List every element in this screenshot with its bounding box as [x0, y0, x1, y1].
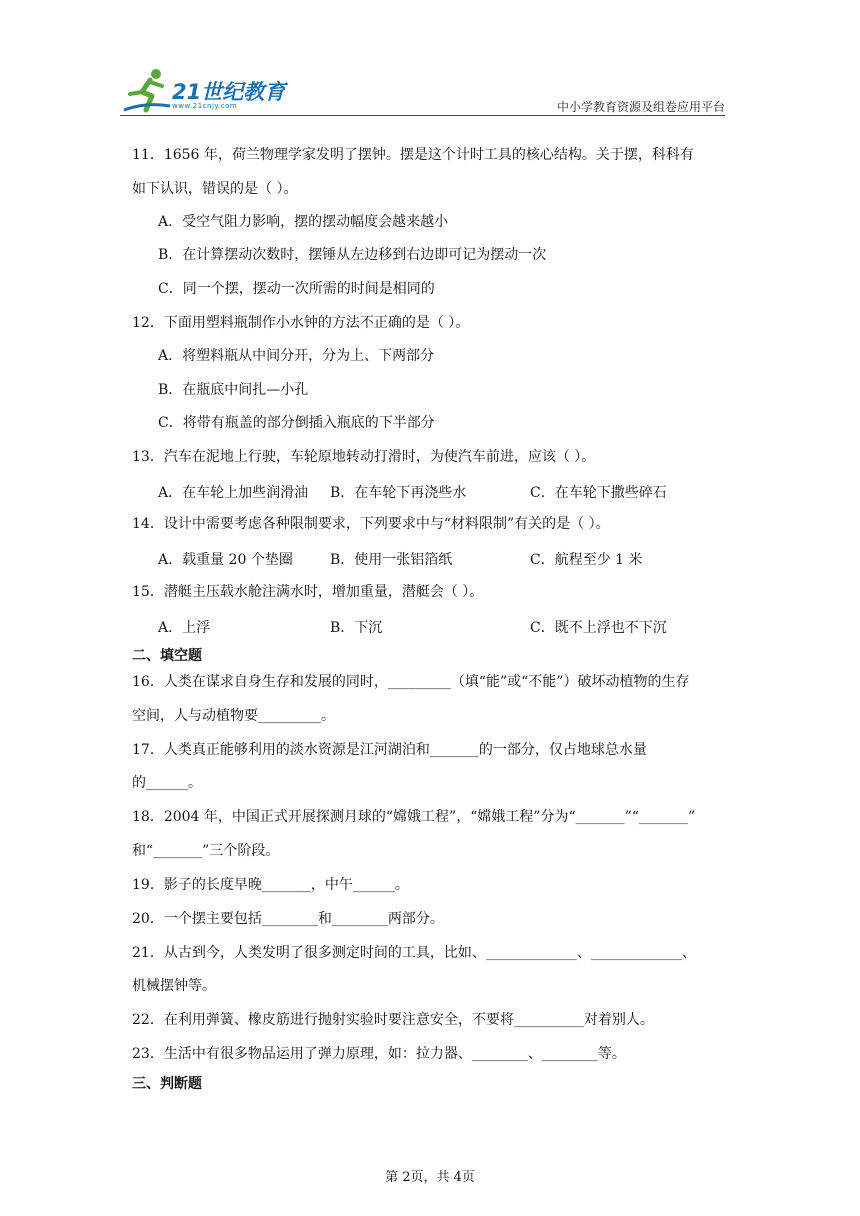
- question-18-line1: 18．2004 年，中国正式开展探测月球的“嫦娥工程”，“嫦娥工程”分为“_______”“_______”: [132, 809, 696, 825]
- logo-text: 21世纪教育: [172, 80, 286, 104]
- runner-logo-icon: [120, 66, 172, 116]
- question-11-option-a: A．受空气阻力影响，摆的摆动幅度会越来越小: [158, 214, 449, 230]
- question-12-option-a: A．将塑料瓶从中间分开，分为上、下两部分: [158, 348, 435, 364]
- section-judgement-title: 三、判断题: [132, 1076, 202, 1092]
- question-12-option-b: B．在瓶底中间扎—小孔: [158, 382, 309, 398]
- question-17-line1: 17．人类真正能够利用的淡水资源是江河湖泊和_______的一部分，仅占地球总水量: [132, 742, 647, 758]
- question-13-stem: 13．汽车在泥地上行驶，车轮原地转动打滑时，为使汽车前进，应该（ ）。: [132, 449, 596, 465]
- question-16-line1: 16．人类在谋求自身生存和发展的同时，_________（填“能”或“不能”）破坏动植物的生存: [132, 674, 690, 690]
- question-18-line2: 和“_______”三个阶段。: [132, 843, 280, 859]
- question-14-option-b: B．使用一张铝箔纸: [330, 552, 453, 568]
- question-13-option-c: C．在车轮下撒些碎石: [530, 485, 667, 501]
- question-15-option-c: C．既不上浮也不下沉: [530, 620, 667, 636]
- question-11-stem: 11．1656 年，荷兰物理学家发明了摆钟。摆是这个计时工具的核心结构。关于摆，科科有: [132, 147, 694, 163]
- question-15-stem: 15．潜艇主压载水舱注满水时，增加重量，潜艇会（ ）。: [132, 584, 484, 600]
- question-20: 20．一个摆主要包括________和________两部分。: [132, 911, 444, 927]
- question-21-line1: 21．从古到今，人类发明了很多测定时间的工具，比如、_____________、_____________、: [132, 945, 696, 961]
- question-14-stem: 14．设计中需要考虑各种限制要求，下列要求中与“材料限制”有关的是（ ）。: [132, 516, 610, 532]
- question-23: 23．生活中有很多物品运用了弹力原理，如：拉力器、________、________等。: [132, 1046, 626, 1062]
- question-15-option-a: A．上浮: [158, 620, 211, 636]
- question-11-option-b: B．在计算摆动次数时，摆锤从左边移到右边即可记为摆动一次: [158, 247, 547, 263]
- logo-url: www.21cnjy.com: [172, 102, 238, 110]
- question-13-option-a: A．在车轮上加些润滑油: [158, 485, 309, 501]
- question-14-option-c: C．航程至少 1 米: [530, 552, 643, 568]
- question-15-option-b: B．下沉: [330, 620, 383, 636]
- question-14-option-a: A．载重量 20 个垫圈: [158, 552, 293, 568]
- page-header: [120, 66, 725, 116]
- question-12-option-c: C．将带有瓶盖的部分倒插入瓶底的下半部分: [158, 415, 435, 431]
- question-12-stem: 12．下面用塑料瓶制作小水钟的方法不正确的是（ ）。: [132, 315, 470, 331]
- question-19: 19．影子的长度早晚_______，中午______。: [132, 877, 409, 893]
- question-16-line2: 空间，人与动植物要_________。: [132, 708, 335, 724]
- logo: [120, 66, 290, 116]
- section-fill-in-title: 二、填空题: [132, 648, 202, 664]
- question-13-option-b: B．在车轮下再浇些水: [330, 485, 467, 501]
- question-17-line2: 的______。: [132, 775, 202, 791]
- question-22: 22．在利用弹簧、橡皮筋进行抛射实验时要注意安全，不要将__________对着别人。: [132, 1012, 654, 1028]
- question-11-stem-cont: 如下认识，错误的是（ ）。: [132, 181, 298, 197]
- question-11-option-c: C．同一个摆，摆动一次所需的时间是相同的: [158, 281, 435, 297]
- platform-name: 中小学教育资源及组卷应用平台: [556, 100, 725, 114]
- header-divider: [120, 115, 725, 116]
- page-number: 第 2页，共 4页: [385, 1170, 475, 1185]
- question-21-line2: 机械摆钟等。: [132, 978, 216, 994]
